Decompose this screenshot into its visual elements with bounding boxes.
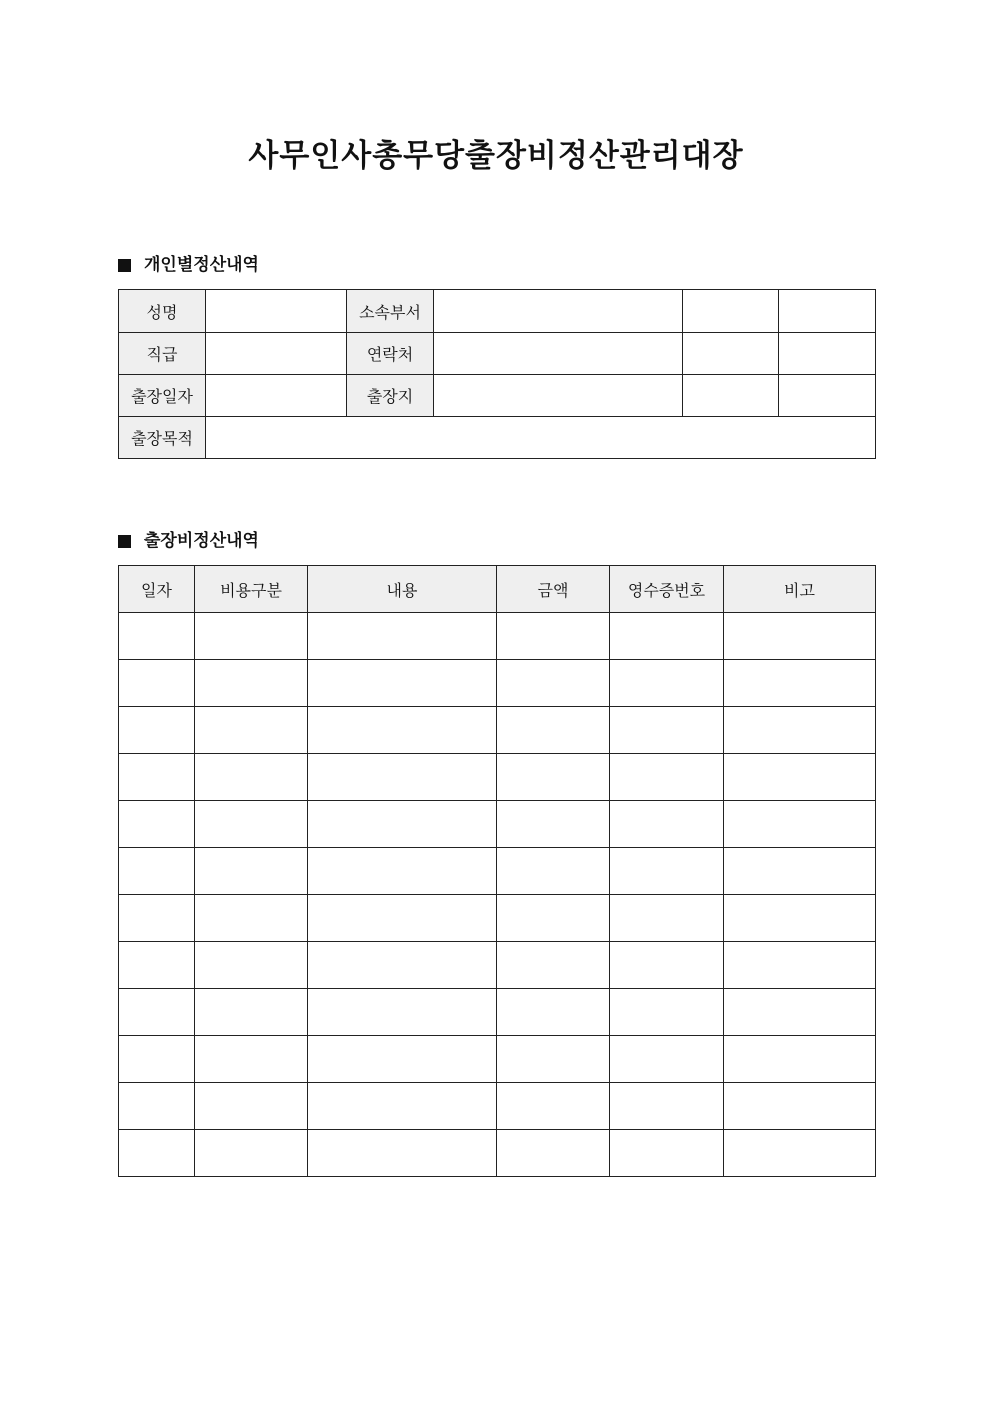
remarks-cell[interactable] [724,660,876,707]
receipt-number-cell[interactable] [610,754,724,801]
amount-cell[interactable] [497,942,610,989]
category-cell[interactable] [195,660,308,707]
department-label: 소속부서 [347,290,434,333]
description-cell[interactable] [308,942,497,989]
remarks-cell[interactable] [724,801,876,848]
trip-date-label: 출장일자 [119,375,206,417]
amount-cell[interactable] [497,660,610,707]
amount-cell[interactable] [497,1083,610,1130]
receipt-number-cell[interactable] [610,1036,724,1083]
destination-label: 출장지 [347,375,434,417]
purpose-label: 출장목적 [119,417,206,459]
table-row [119,801,876,848]
column-header-receipt-number: 영수증번호 [610,566,724,613]
extra-field[interactable] [779,290,876,333]
remarks-cell[interactable] [724,989,876,1036]
destination-field[interactable] [434,375,683,417]
table-row [119,989,876,1036]
date-cell[interactable] [119,1130,195,1177]
category-cell[interactable] [195,754,308,801]
remarks-cell[interactable] [724,1083,876,1130]
receipt-number-cell[interactable] [610,942,724,989]
date-cell[interactable] [119,754,195,801]
receipt-number-cell[interactable] [610,613,724,660]
table-row [119,942,876,989]
remarks-cell[interactable] [724,754,876,801]
receipt-number-cell[interactable] [610,1130,724,1177]
description-cell[interactable] [308,1036,497,1083]
expense-header-row [119,566,876,613]
expense-settlement-table [118,565,876,1177]
extra-field[interactable] [779,333,876,375]
remarks-cell[interactable] [724,848,876,895]
description-cell[interactable] [308,1083,497,1130]
description-cell[interactable] [308,660,497,707]
category-cell[interactable] [195,942,308,989]
amount-cell[interactable] [497,801,610,848]
description-cell[interactable] [308,613,497,660]
date-cell[interactable] [119,895,195,942]
amount-cell[interactable] [497,989,610,1036]
category-cell[interactable] [195,989,308,1036]
description-cell[interactable] [308,707,497,754]
square-bullet-icon [118,535,131,548]
personal-settlement-table [118,289,876,459]
position-label: 직급 [119,333,206,375]
amount-cell[interactable] [497,895,610,942]
category-cell[interactable] [195,613,308,660]
square-bullet-icon [118,259,131,272]
contact-field[interactable] [434,333,683,375]
category-cell[interactable] [195,707,308,754]
remarks-cell[interactable] [724,1130,876,1177]
name-label: 성명 [119,290,206,333]
table-row [119,1083,876,1130]
extra-field[interactable] [779,375,876,417]
description-cell[interactable] [308,895,497,942]
table-row [119,660,876,707]
table-row [119,613,876,660]
personal-row-trip [119,375,876,417]
remarks-cell[interactable] [724,613,876,660]
amount-cell[interactable] [497,848,610,895]
column-header-remarks: 비고 [724,566,876,613]
date-cell[interactable] [119,660,195,707]
expense-table-body [119,613,876,1177]
category-cell[interactable] [195,801,308,848]
remarks-cell[interactable] [724,895,876,942]
column-header-category: 비용구분 [195,566,308,613]
date-cell[interactable] [119,848,195,895]
category-cell[interactable] [195,1083,308,1130]
name-field[interactable] [206,290,347,333]
description-cell[interactable] [308,754,497,801]
category-cell[interactable] [195,848,308,895]
table-row [119,1130,876,1177]
column-header-date: 일자 [119,566,195,613]
expense-section-heading-text: 출장비정산내역 [144,531,259,551]
amount-cell[interactable] [497,707,610,754]
receipt-number-cell[interactable] [610,848,724,895]
receipt-number-cell[interactable] [610,660,724,707]
extra-field[interactable] [683,290,779,333]
remarks-cell[interactable] [724,942,876,989]
table-row [119,848,876,895]
contact-label: 연락처 [347,333,434,375]
receipt-number-cell[interactable] [610,707,724,754]
table-row [119,1036,876,1083]
column-header-amount: 금액 [497,566,610,613]
amount-cell[interactable] [497,1130,610,1177]
position-field[interactable] [206,333,347,375]
department-field[interactable] [434,290,683,333]
receipt-number-cell[interactable] [610,895,724,942]
receipt-number-cell[interactable] [610,1083,724,1130]
table-row [119,895,876,942]
description-cell[interactable] [308,801,497,848]
table-row [119,754,876,801]
purpose-field[interactable] [206,417,876,459]
extra-field[interactable] [683,333,779,375]
receipt-number-cell[interactable] [610,989,724,1036]
date-cell[interactable] [119,613,195,660]
expense-section-heading [118,529,259,553]
category-cell[interactable] [195,895,308,942]
table-row [119,707,876,754]
extra-field[interactable] [683,375,779,417]
column-header-description: 내용 [308,566,497,613]
amount-cell[interactable] [497,754,610,801]
personal-row-position [119,333,876,375]
date-cell[interactable] [119,989,195,1036]
trip-date-field[interactable] [206,375,347,417]
description-cell[interactable] [308,848,497,895]
page-title: 사무인사총무당출장비정산관리대장 [248,138,744,174]
category-cell[interactable] [195,1036,308,1083]
category-cell[interactable] [195,1130,308,1177]
description-cell[interactable] [308,1130,497,1177]
date-cell[interactable] [119,707,195,754]
personal-row-purpose [119,417,876,459]
remarks-cell[interactable] [724,707,876,754]
date-cell[interactable] [119,1036,195,1083]
amount-cell[interactable] [497,613,610,660]
receipt-number-cell[interactable] [610,801,724,848]
personal-section-heading-text: 개인별정산내역 [144,255,259,275]
description-cell[interactable] [308,989,497,1036]
amount-cell[interactable] [497,1036,610,1083]
date-cell[interactable] [119,1083,195,1130]
personal-section-heading [118,253,259,277]
personal-row-name [119,290,876,333]
remarks-cell[interactable] [724,1036,876,1083]
date-cell[interactable] [119,942,195,989]
date-cell[interactable] [119,801,195,848]
